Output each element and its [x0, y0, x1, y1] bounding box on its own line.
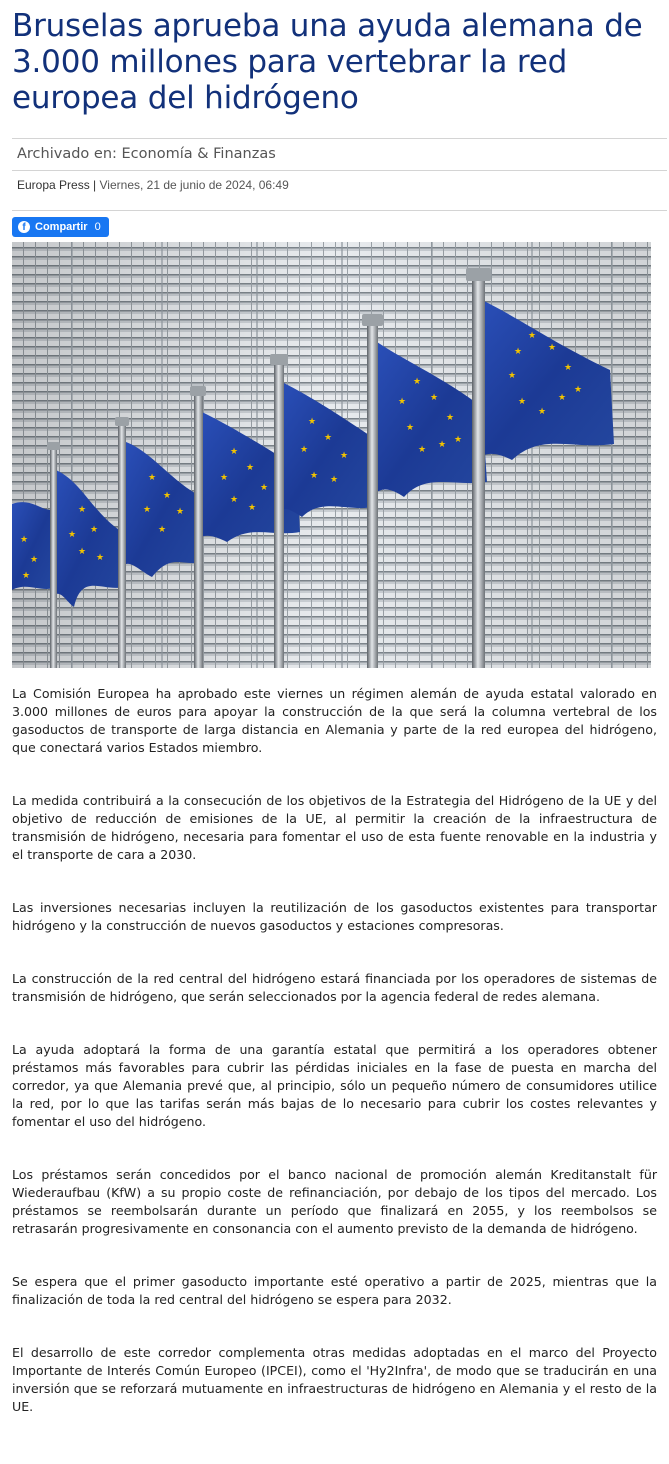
- svg-text:★: ★: [142, 505, 152, 515]
- svg-text:★: ★: [147, 473, 157, 483]
- svg-text:★: ★: [77, 505, 87, 515]
- facebook-icon: f: [18, 221, 30, 233]
- svg-text:★: ★: [517, 397, 527, 407]
- article-paragraph: La construcción de la red central del hidrógeno estará financiada por los operadores de sistemas de transmisión de hidrógeno, que serán seleccionados por la agencia federal de redes alemana.: [12, 971, 657, 1004]
- svg-text:★: ★: [412, 377, 422, 387]
- svg-text:★: ★: [557, 393, 567, 403]
- svg-text:★: ★: [245, 463, 255, 473]
- article-body: [12, 685, 657, 1451]
- article-paragraph: Las inversiones necesarias incluyen la reutilización de los gasoductos existentes para transportar hidrógeno y la construcción de nuevos gasoductos y estaciones compresoras.: [12, 900, 657, 933]
- svg-text:★: ★: [162, 491, 172, 501]
- svg-text:★: ★: [437, 440, 447, 450]
- byline: [17, 178, 289, 192]
- svg-text:★: ★: [309, 471, 319, 481]
- svg-text:★: ★: [527, 331, 537, 341]
- source-name: Europa Press: [17, 178, 90, 192]
- publish-date: Viernes, 21 de junio de 2024, 06:49: [99, 178, 289, 192]
- svg-text:★: ★: [21, 571, 31, 581]
- article-image: [12, 242, 651, 668]
- share-label: Compartir: [35, 221, 88, 233]
- svg-text:★: ★: [219, 473, 229, 483]
- svg-text:★: ★: [89, 525, 99, 535]
- svg-text:★: ★: [95, 553, 105, 563]
- svg-text:★: ★: [397, 397, 407, 407]
- facebook-share-button[interactable]: [12, 217, 109, 237]
- article-paragraph: El desarrollo de este corredor complementa otras medidas adoptadas en el marco del Proyecto Importante de Interés Común Europeo (IPCEI), como el 'Hy2Infra', de modo que se traducirán en una inversión que se reforzará mutuamente en infraestructuras de hidrógeno en Alemania y el resto de la UE.: [12, 1345, 657, 1414]
- svg-text:★: ★: [429, 393, 439, 403]
- article-paragraph: Se espera que el primer gasoducto importante esté operativo a partir de 2025, mientras que la finalización de toda la red central del hidrógeno se espera para 2032.: [12, 1274, 657, 1307]
- svg-text:★: ★: [563, 363, 573, 373]
- svg-text:★: ★: [175, 507, 185, 517]
- svg-text:★: ★: [453, 435, 463, 445]
- divider: [12, 170, 667, 171]
- article-paragraph: Los préstamos serán concedidos por el banco nacional de promoción alemán Kreditanstalt für Wiederaufbau (KfW) a su propio coste de refinanciación, por debajo de los tipos del mercado. Los préstamos se reembolsarán durante un período que finalizará en 2055, y los reembolsos se retrasarán progresivamente en consonancia con el aumento previsto de la demanda de hidrógeno.: [12, 1167, 657, 1236]
- divider: [12, 138, 667, 139]
- svg-text:★: ★: [339, 451, 349, 461]
- svg-text:★: ★: [513, 347, 523, 357]
- svg-text:★: ★: [507, 371, 517, 381]
- svg-text:★: ★: [537, 407, 547, 417]
- svg-text:★: ★: [229, 447, 239, 457]
- svg-text:★: ★: [229, 495, 239, 505]
- svg-text:★: ★: [29, 555, 39, 565]
- svg-text:★: ★: [445, 413, 455, 423]
- divider: [12, 210, 667, 211]
- svg-text:★: ★: [307, 417, 317, 427]
- svg-text:★: ★: [19, 535, 29, 545]
- eu-flags-photo: [12, 242, 651, 668]
- svg-text:★: ★: [67, 530, 77, 540]
- svg-text:★: ★: [77, 547, 87, 557]
- svg-text:★: ★: [323, 433, 333, 443]
- category-link[interactable]: Economía & Finanzas: [121, 146, 276, 162]
- article-paragraph: La Comisión Europea ha aprobado este viernes un régimen alemán de ayuda estatal valorado en 3.000 millones de euros para apoyar la construcción de la que será la columna vertebral de los gasoductos de transporte de larga distancia en Alemania y parte de la red europea del hidrógeno, que conectará varios Estados miembro.: [12, 686, 657, 755]
- svg-text:★: ★: [259, 483, 269, 493]
- svg-text:★: ★: [157, 525, 167, 535]
- article-paragraph: La medida contribuirá a la consecución de los objetivos de la Estrategia del Hidrógeno de la UE y del objetivo de reducción de emisiones de la UE, al permitir la creación de la infraestructura de transmisión de hidrógeno, necesaria para fomentar el uso de esta fuente renovable en la industria y el transporte de cara a 2030.: [12, 793, 657, 862]
- article-title: Bruselas aprueba una ayuda alemana de 3.000 millones para vertebrar la red europea del hidrógeno: [12, 8, 643, 116]
- article-paragraph: La ayuda adoptará la forma de una garantía estatal que permitirá a los operadores obtener préstamos más favorables para cubrir las pérdidas iniciales en la fase de puesta en marcha del corredor, ya que Alemania prevé que, al principio, sólo un pequeño número de consumidores utilice la red, por lo que las tarifas serán más bajas de lo necesario para cubrir los costes relevantes y fomentar el uso del hidrógeno.: [12, 1042, 657, 1129]
- svg-text:★: ★: [299, 445, 309, 455]
- svg-text:★: ★: [573, 385, 583, 395]
- svg-text:★: ★: [547, 343, 557, 353]
- svg-text:★: ★: [417, 445, 427, 455]
- svg-text:★: ★: [247, 503, 257, 513]
- svg-text:★: ★: [405, 423, 415, 433]
- svg-text:★: ★: [329, 475, 339, 485]
- archive-label: Archivado en:: [17, 146, 117, 162]
- archive-line: [17, 146, 276, 162]
- byline-separator: |: [93, 178, 97, 192]
- share-count: 0: [94, 221, 101, 233]
- flag: [12, 502, 54, 590]
